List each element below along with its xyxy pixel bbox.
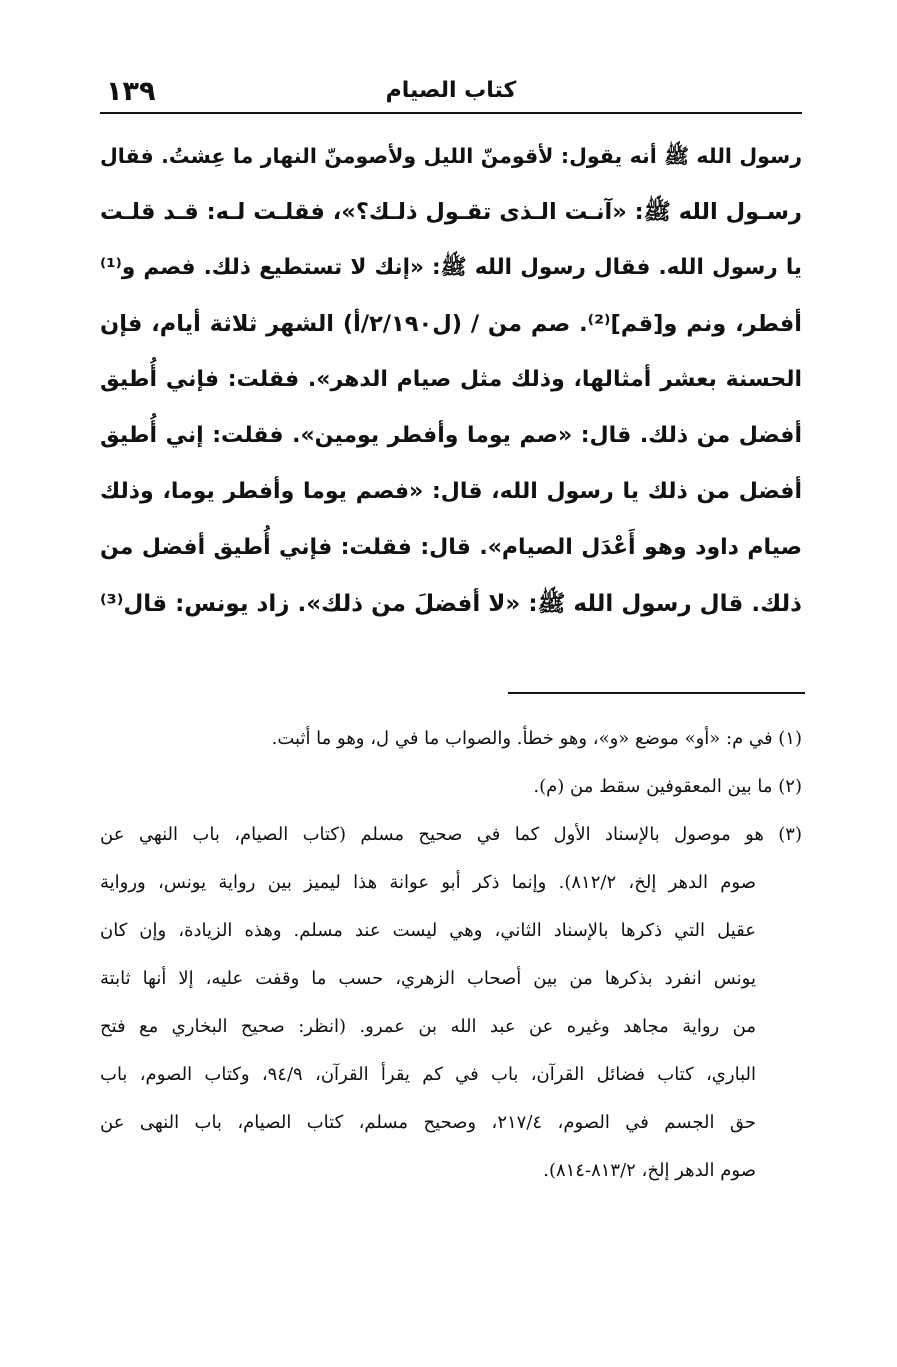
footnotes	[100, 715, 802, 1195]
footnote-2: (٢) ما بين المعقوفين سقط من (م).	[533, 776, 802, 797]
footnote-1: (١) في م: «أو» موضع «و»، وهو خطأ. والصواب ما في ل، وهو ما أثبت.	[271, 728, 802, 749]
running-header	[100, 72, 802, 114]
footnote-3-line: يونس انفرد بذكرها من بين أصحاب الزهري، حسب ما وقفت عليه، إلا أنها ثابتة	[100, 968, 756, 989]
footnote-3-line: صوم الدهر إلخ، ٨١٣/٢-٨١٤).	[543, 1160, 756, 1181]
footnote-3-line: عقيل التي ذكرها بالإسناد الثاني، وهي ليست عند مسلم. وهذه الزيادة، وإن كان	[100, 920, 756, 941]
footnote-3-line: حق الجسم في الصوم، ٢١٧/٤، وصحيح مسلم، كتاب الصيام، باب النهى عن	[100, 1112, 757, 1133]
page-number: ١٣٩	[106, 76, 156, 107]
footnote-3-line: صوم الدهر إلخ، ٨١٢/٢). وإنما ذكر أبو عوانة هذا ليميز بين رواية يونس، ورواية	[100, 872, 756, 893]
text-line: أفضل من ذلك يا رسول الله، قال: «فصم يوما وأفطر يوما، وذلك	[100, 479, 802, 504]
footnote-3-line: من رواية مجاهد وغيره عن عبد الله بن عمرو. (انظر: صحيح البخاري مع فتح	[100, 1016, 756, 1037]
text-line: أفطر، ونم و[قم]⁽²⁾. صم من / (ل٢/١٩٠/أ) الشهر ثلاثة أيام، فإن	[100, 311, 802, 337]
text-line: أفضل من ذلك. قال: «صم يوما وأفطر يومين». فقلت: إني أُطيق	[100, 423, 802, 448]
text-line: رسـول الله ﷺ: «آنـت الـذى تقـول ذلـك؟»، فقلـت لـه: قـد قلـت	[100, 199, 802, 225]
footnote-3-line: الباري، كتاب فضائل القرآن، باب في كم يقرأ القرآن، ٩٤/٩، وكتاب الصوم، باب	[100, 1064, 756, 1085]
text-line: يا رسول الله. فقال رسول الله ﷺ: «إنك لا تستطيع ذلك. فصم و⁽¹⁾	[100, 255, 802, 280]
text-line: صيام داود وهو أَعْدَل الصيام». قال: فقلت: فإني أُطيق أفضل من	[100, 535, 802, 560]
text-line: رسول الله ﷺ أنه يقول: لأقومنّ الليل ولأصومنّ النهار ما عِشتُ. فقال	[100, 144, 802, 168]
chapter-title: كتاب الصيام	[385, 78, 517, 103]
text-line: ذلك. قال رسول الله ﷺ: «لا أفضلَ من ذلك». زاد يونس: قال⁽³⁾	[100, 591, 802, 617]
text-line: الحسنة بعشر أمثالها، وذلك مثل صيام الدهر». فقلت: فإني أُطيق	[100, 367, 802, 392]
footnote-3: (٣) هو موصول بالإسناد الأول كما في صحيح مسلم (كتاب الصيام، باب النهي عن	[100, 824, 802, 845]
main-text	[100, 128, 802, 632]
footnote-separator	[508, 692, 805, 694]
